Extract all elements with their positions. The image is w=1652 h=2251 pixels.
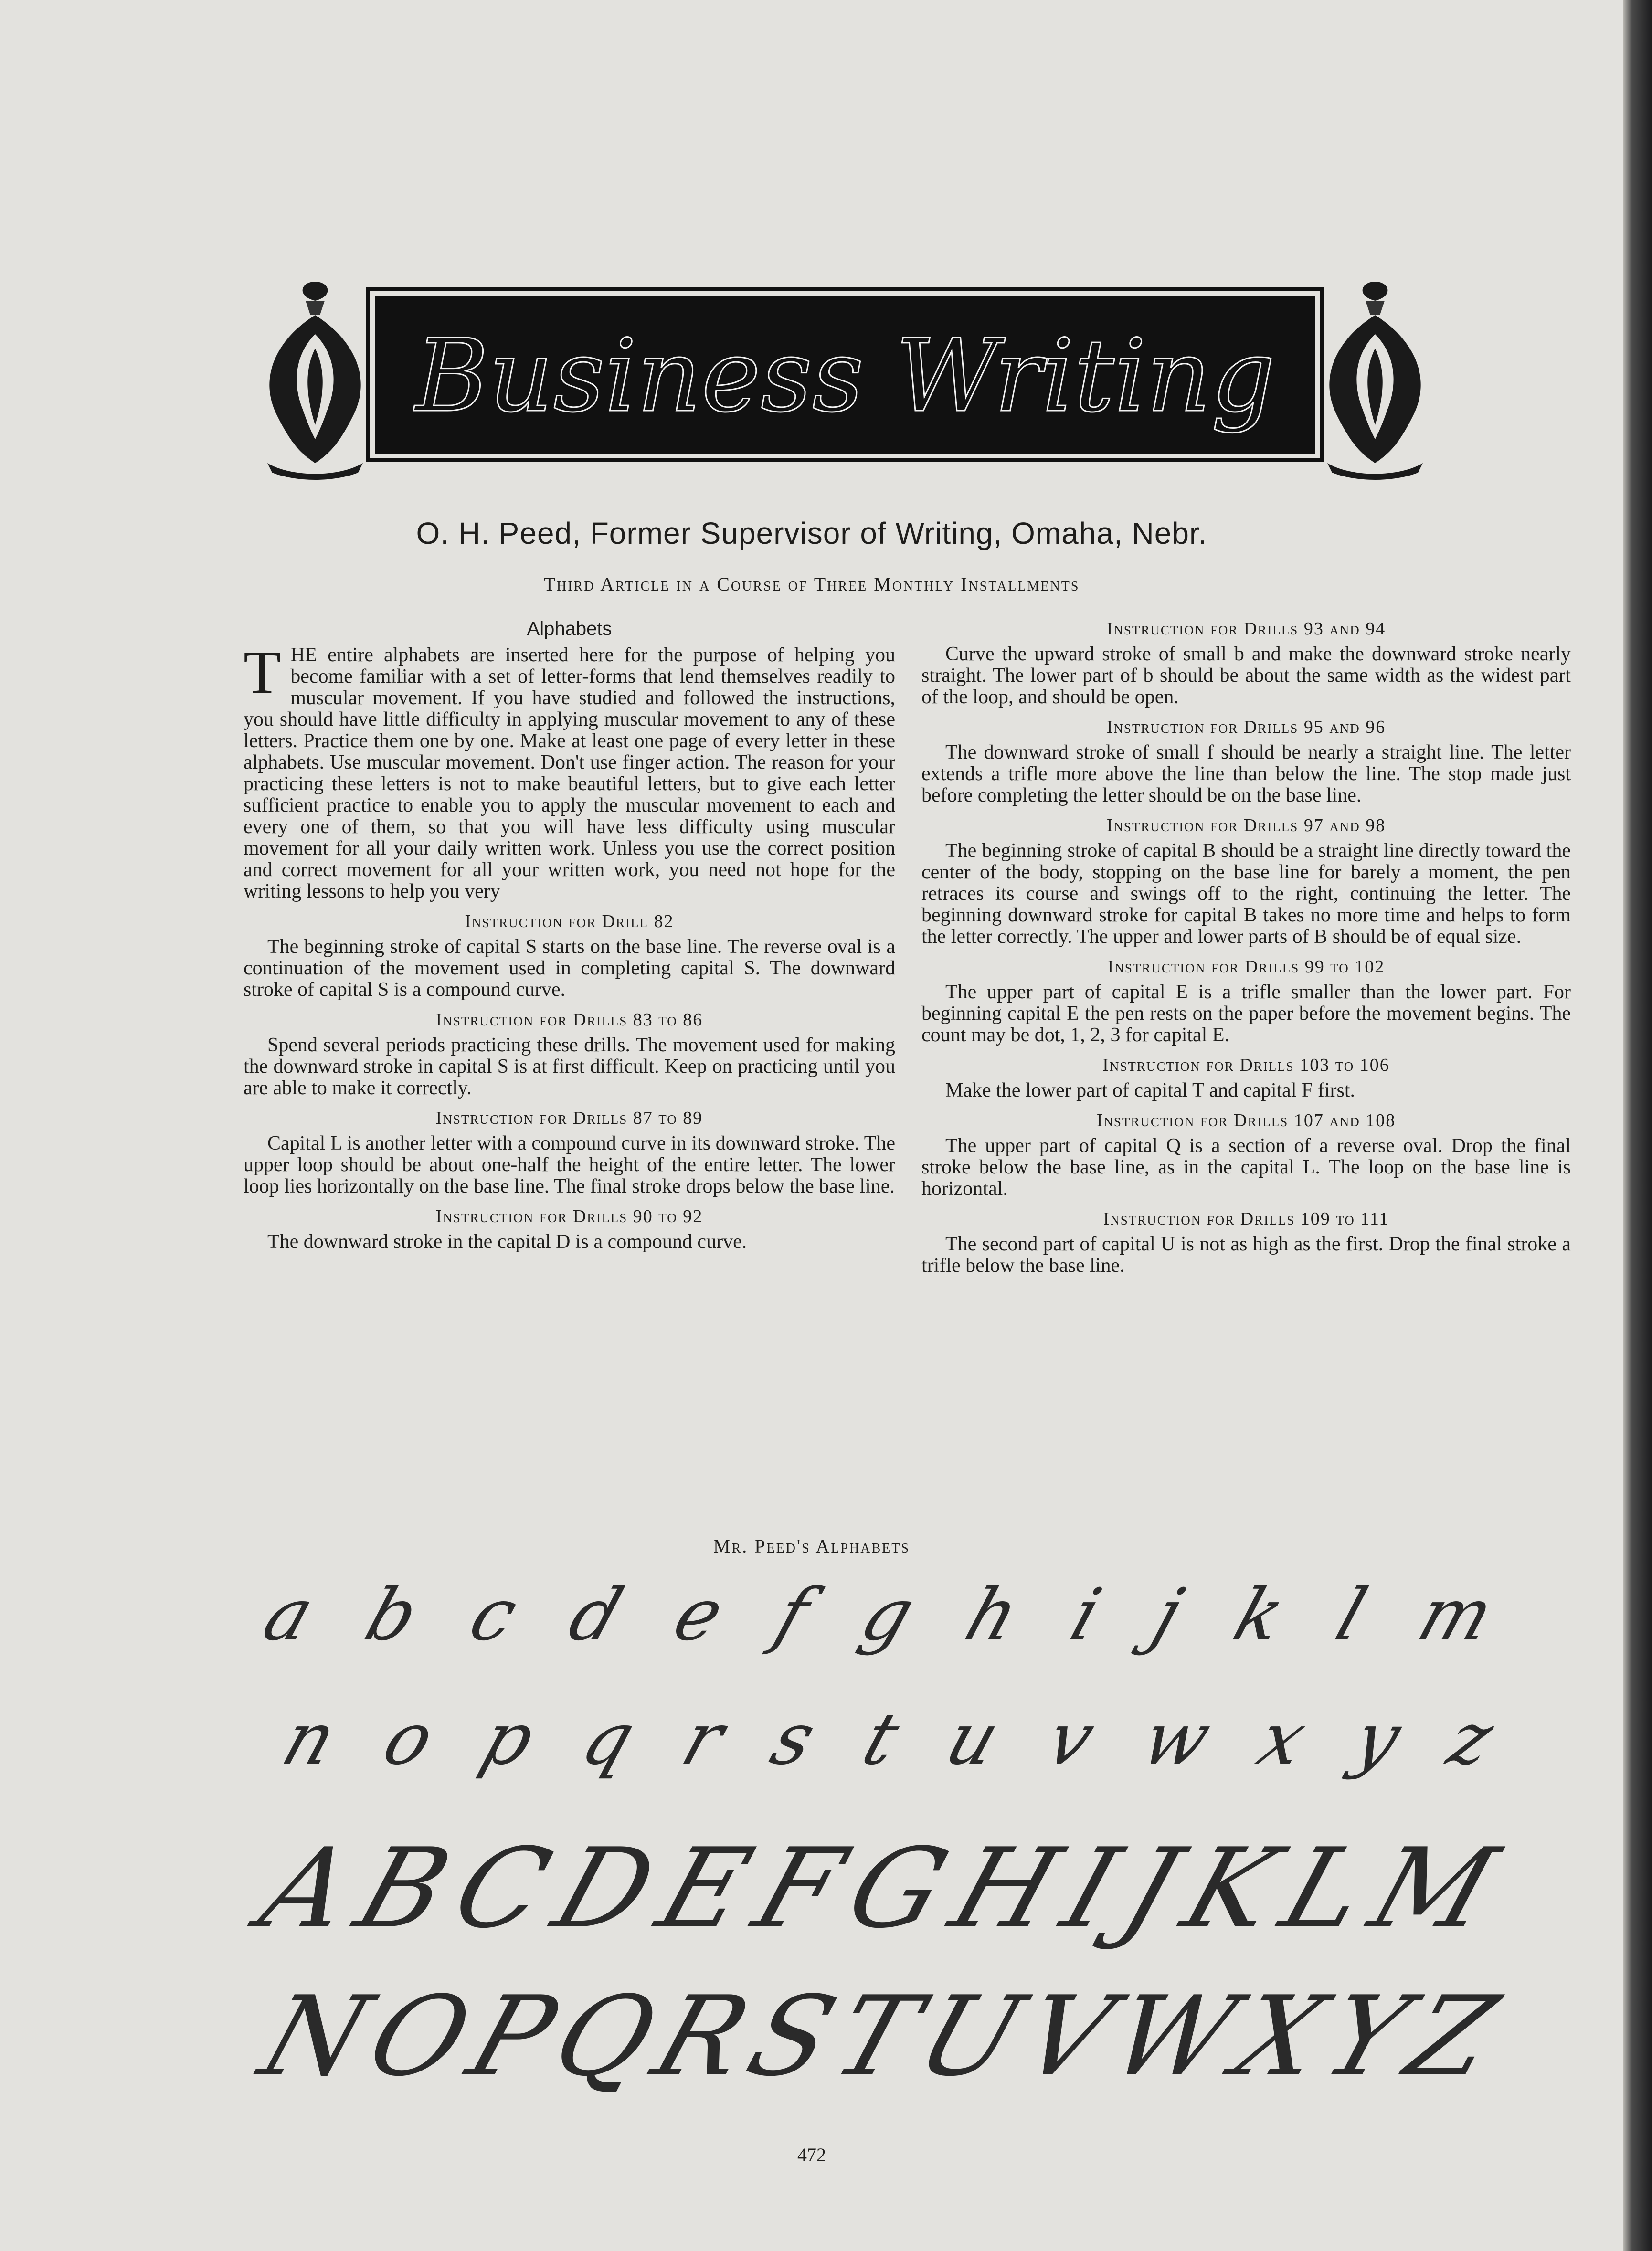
script-letter: n (273, 1698, 346, 1781)
script-letter: Y (1309, 1973, 1423, 2101)
script-letter: J (1108, 1825, 1194, 1953)
instruction-paragraph: Curve the upward stroke of small b and make the downward stroke nearly straight. The lower part of b should be about the same width as the widest part of the loop, and should be open. (921, 643, 1571, 708)
article-subtitle: Third Article in a Course of Three Monthly Installments (543, 573, 1080, 595)
script-letter: k (1224, 1574, 1294, 1657)
script-letter: i (1061, 1574, 1111, 1657)
instruction-paragraph: The second part of capital U is not as high as the first. Drop the final stroke a trifle below the base line. (921, 1233, 1571, 1277)
script-letter: K (1169, 1825, 1292, 1953)
script-letter: H (937, 1825, 1074, 1953)
author-byline: O. H. Peed, Former Supervisor of Writing, Omaha, Nebr. (416, 516, 1207, 550)
script-letter: z (1438, 1698, 1504, 1781)
script-letter: X (1220, 1973, 1340, 2101)
script-letter: p (471, 1698, 545, 1781)
svg-text:Business Writing: Business Writing (415, 317, 1275, 434)
instruction-heading: Instruction for Drill 82 (465, 911, 674, 931)
instruction-heading: Instruction for Drills 99 to 102 (1107, 957, 1385, 977)
script-letter: G (833, 1825, 962, 1953)
script-letter: a (254, 1574, 324, 1657)
drop-cap: T (244, 638, 281, 706)
script-letter: m (1408, 1574, 1504, 1657)
script-letter: q (572, 1698, 645, 1781)
uppercase-row-1 (246, 1809, 1511, 1953)
instruction-heading: Instruction for Drills 109 to 111 (1103, 1209, 1389, 1229)
intro-paragraph (244, 638, 895, 902)
script-letter: W (1096, 1973, 1251, 2101)
instruction-paragraph: The upper part of capital E is a trifle smaller than the lower part. For beginning capital E the pen rests on the paper before the movement begins. The count may be dot, 1, 2, 3 for capital E. (921, 981, 1571, 1046)
script-letter: Z (1392, 1973, 1511, 2101)
instruction-paragraph: Spend several periods practicing these drills. The movement used for making the downward stroke in capital S is at first difficult. Keep on practicing until you are able to make it correctly. (244, 1034, 895, 1099)
instruction-paragraph: Make the lower part of capital T and capital F first. (945, 1079, 1355, 1101)
script-letter: l (1326, 1574, 1377, 1657)
script-letter: d (559, 1574, 633, 1657)
script-letter: b (355, 1574, 429, 1657)
script-letter: c (460, 1574, 528, 1657)
script-letter: V (1006, 1973, 1128, 2101)
instruction-paragraph: The downward stroke in the capital D is a compound curve. (267, 1231, 747, 1253)
script-letter: U (903, 1973, 1038, 2101)
right-column (921, 618, 1571, 1277)
script-letter: P (454, 1973, 570, 2101)
script-letter: e (664, 1574, 734, 1657)
art-nouveau-ornament-left (248, 272, 382, 482)
instruction-paragraph: The beginning stroke of capital S starts on the base line. The reverse oval is a continuation of the movement used in completing capital S. The downward stroke of capital S is a compound curve. (244, 936, 895, 1001)
instruction-heading: Instruction for Drills 107 and 108 (1096, 1110, 1396, 1131)
script-letter: T (819, 1973, 934, 2101)
script-letter: R (640, 1973, 764, 2101)
script-letter: h (955, 1574, 1029, 1657)
script-letter: g (851, 1574, 924, 1657)
instruction-heading: Instruction for Drills 90 to 92 (435, 1206, 703, 1226)
script-letter: O (353, 1973, 485, 2101)
business-writing-script (375, 296, 1315, 454)
script-letter: y (1343, 1698, 1411, 1781)
script-letter: A (246, 1825, 368, 1953)
script-letter: o (373, 1698, 444, 1781)
book-spine-edge (1623, 0, 1652, 2251)
instruction-heading: Instruction for Drills 93 and 94 (1106, 619, 1386, 639)
instruction-paragraph: The upper part of capital Q is a section of a reverse oval. Drop the final stroke below the base line, as in the capital L. The loop on the base line is horizontal. (921, 1135, 1571, 1200)
script-letter: D (540, 1825, 669, 1953)
title-banner (267, 291, 1423, 458)
script-letter: F (740, 1825, 858, 1953)
instruction-paragraph: The beginning stroke of capital B should be a straight line directly toward the center of the body, stopping on the base line for barely a moment, the pen retraces its course and swings off to the right, continuing the letter. The beginning downward stroke for capital B takes no more time and helps to form the letter correctly. The upper and lower parts of B should be of equal size. (921, 840, 1571, 948)
instruction-heading: Instruction for Drills 87 to 89 (435, 1108, 703, 1128)
banner-bar (370, 291, 1320, 458)
uppercase-row-2 (246, 1957, 1511, 2101)
instruction-heading: Instruction for Drills 103 to 106 (1102, 1055, 1390, 1075)
script-letter: C (439, 1825, 565, 1953)
script-letter: j (1143, 1574, 1192, 1657)
script-letter: f (765, 1574, 819, 1657)
instruction-paragraph: The downward stroke of small f should be nearly a straight line. The letter extends a trifle more above the line than below the line. The stop made just before completing the letter should be on the base line. (921, 741, 1571, 806)
art-nouveau-ornament-right (1308, 272, 1442, 482)
script-letter: t (853, 1698, 909, 1781)
intro-text: HE entire alphabets are inserted here for the purpose of helping you become familiar with a set of letter-forms that lend themselves readily to muscular movement. If you have studied and followed the instructions, you should have little difficulty in applying muscular movement to any of these letters. Practice them one by one. Make at least one page of every letter in these alphabets. Use muscular movement. Don't use finger action. The reason for your practicing these letters is not to make beautiful letters, but to give each letter sufficient practice to enable you to apply the muscular movement to each and every one of them, so that you will have less difficulty using muscular movement for all your daily written work. Unless you use the correct position and correct movement for all your written work, you need not hope for the writing lessons to help you very (244, 644, 895, 902)
script-letter: I (1048, 1825, 1134, 1953)
page-number: 472 (797, 2144, 826, 2166)
script-letter: N (246, 1973, 384, 2101)
script-letter: v (1037, 1698, 1105, 1781)
script-letter: s (761, 1698, 826, 1781)
script-letter: M (1356, 1825, 1511, 1953)
script-letter: E (644, 1825, 766, 1953)
script-letter: L (1267, 1825, 1382, 1953)
instruction-paragraph: Capital L is another letter with a compound curve in its downward stroke. The upper loop should be about one-half the height of the entire letter. The lower loop lies horizontally on the base line. The final stroke drops below the base line. (244, 1132, 895, 1197)
instruction-heading: Instruction for Drills 95 and 96 (1106, 717, 1386, 737)
left-column (244, 618, 895, 1253)
lowercase-row-2 (273, 1685, 1504, 1781)
script-letter: x (1248, 1698, 1316, 1781)
script-letter: S (733, 1973, 850, 2101)
script-letter: B (342, 1825, 465, 1953)
script-letter: Q (539, 1973, 671, 2101)
section-heading-alphabets: Alphabets (527, 618, 612, 639)
instruction-heading: Instruction for Drills 83 to 86 (435, 1010, 703, 1030)
script-letter: w (1132, 1698, 1221, 1781)
instruction-heading: Instruction for Drills 97 and 98 (1106, 815, 1386, 835)
script-letter: r (672, 1698, 734, 1781)
alphabets-caption: Mr. Peed's Alphabets (713, 1535, 910, 1557)
script-letter: u (936, 1698, 1010, 1781)
lowercase-row-1 (254, 1571, 1504, 1657)
